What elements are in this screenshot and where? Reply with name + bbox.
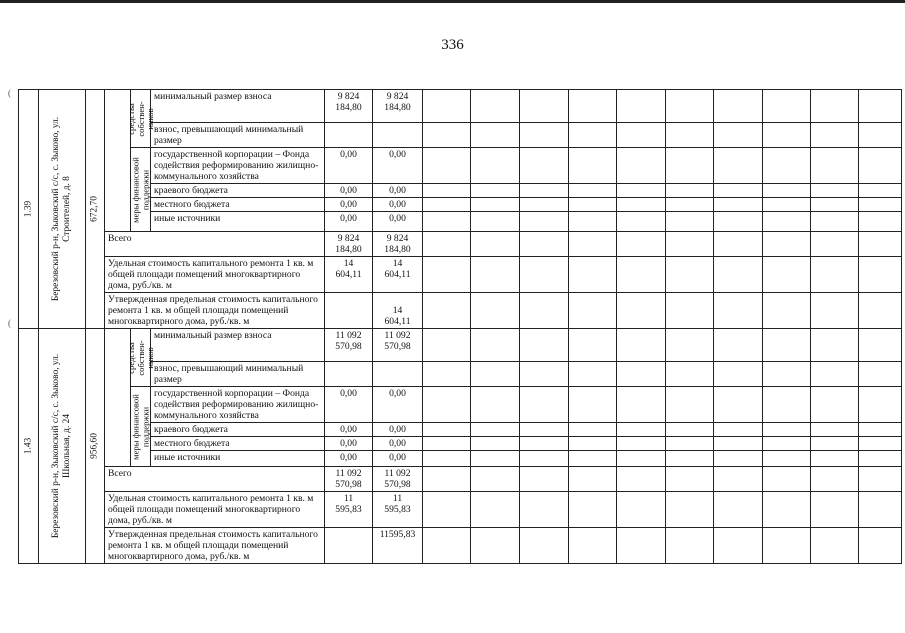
entry-index-cell [19, 90, 39, 329]
value-cell: 0,00 [325, 387, 373, 423]
entry-area-cell [86, 329, 105, 564]
margin-mark: ( [8, 318, 11, 328]
margin-mark: ( [8, 88, 11, 98]
group-own-funds: средства собствен-ников [125, 100, 155, 137]
row-label: краевого бюджета [151, 184, 325, 198]
entry-address: Березовский р-н, Зыковский с/с, с. Зыково, ул. Строителей, д. 8 [51, 116, 72, 302]
value-cell: 0,00 [325, 423, 373, 437]
group-support: меры финансовой поддержки [130, 393, 150, 460]
table-row [19, 198, 902, 212]
table-row [19, 293, 902, 329]
row-label: Утвержденная предельная стоимость капитального ремонта 1 кв. м общей площади помещений многоквартирного дома, руб./кв. м [105, 293, 325, 329]
entry-index: 1.39 [23, 200, 33, 218]
value-cell: 0,00 [325, 212, 373, 232]
value-cell: 14 604,11 [373, 257, 423, 293]
table-row [19, 387, 902, 423]
entry-area: 672,70 [89, 196, 100, 222]
value-cell: 11 092 570,98 [325, 329, 373, 362]
value-cell: 0,00 [325, 198, 373, 212]
value-cell: 9 824 184,80 [373, 232, 423, 257]
group-support-cell [131, 148, 151, 232]
value-cell: 0,00 [373, 184, 423, 198]
row-label: взнос, превышающий минимальный размер [151, 123, 325, 148]
value-cell: 0,00 [325, 184, 373, 198]
value-cell [373, 362, 423, 387]
value-cell: 11595,83 [373, 528, 423, 564]
value-cell: 11 595,83 [325, 492, 373, 528]
row-label: государственной корпорации – Фонда содействия реформированию жилищно-коммунального хозяйства [151, 387, 325, 423]
row-label: краевого бюджета [151, 423, 325, 437]
value-cell: 9 824 184,80 [325, 90, 373, 123]
value-cell: 0,00 [373, 437, 423, 451]
group-own-funds-cell [125, 329, 155, 387]
group-support-cell [131, 387, 151, 467]
row-label: государственной корпорации – Фонда содействия реформированию жилищно-коммунального хозяйства [151, 148, 325, 184]
value-cell: 0,00 [373, 423, 423, 437]
table-row [19, 148, 902, 184]
group-support: меры финансовой поддержки [130, 156, 150, 223]
value-cell [325, 123, 373, 148]
row-label: Всего [105, 232, 325, 257]
value-cell: 11 092 570,98 [373, 329, 423, 362]
entry-address-cell [39, 329, 86, 564]
value-cell: 14 604,11 [373, 293, 423, 329]
table-row [19, 451, 902, 467]
row-label: Утвержденная предельная стоимость капитального ремонта 1 кв. м общей площади помещений многоквартирного дома, руб./кв. м [105, 528, 325, 564]
table-row [19, 492, 902, 528]
row-label: Всего [105, 467, 325, 492]
row-label: взнос, превышающий минимальный размер [151, 362, 325, 387]
table-row [19, 257, 902, 293]
value-cell: 11 595,83 [373, 492, 423, 528]
row-label: местного бюджета [151, 437, 325, 451]
value-cell [325, 362, 373, 387]
table-row [19, 329, 902, 362]
table-row [19, 467, 902, 492]
row-label: местного бюджета [151, 198, 325, 212]
value-cell: 14 604,11 [325, 257, 373, 293]
row-label: иные источники [151, 212, 325, 232]
row-label: минимальный размер взноса [151, 90, 325, 123]
entry-area-cell [86, 90, 105, 329]
page-number: 336 [441, 37, 464, 53]
entry-index: 1.43 [23, 437, 33, 455]
table-row [19, 423, 902, 437]
table-row [19, 90, 902, 123]
row-label: иные источники [151, 451, 325, 467]
entry-index-cell [19, 329, 39, 564]
value-cell [373, 123, 423, 148]
group-own-funds: средства собствен-ников [125, 339, 155, 376]
capital-repair-table [18, 89, 902, 564]
entry-address: Березовский р-н, Зыковский с/с, с. Зыково, ул. Школьная, д. 24 [51, 353, 72, 539]
table-row [19, 212, 902, 232]
value-cell: 0,00 [325, 437, 373, 451]
value-cell: 0,00 [325, 148, 373, 184]
value-cell: 0,00 [373, 148, 423, 184]
table-row [19, 437, 902, 451]
value-cell [325, 293, 373, 329]
row-label: Удельная стоимость капитального ремонта 1 кв. м общей площади помещений многоквартирного дома, руб./кв. м [105, 257, 325, 293]
value-cell: 0,00 [373, 198, 423, 212]
table-row [19, 528, 902, 564]
entry-area: 956,60 [89, 433, 100, 459]
value-cell: 0,00 [325, 451, 373, 467]
scan-top-edge [0, 0, 905, 3]
group-own-funds-cell [125, 90, 155, 148]
table-row [19, 232, 902, 257]
value-cell: 11 092 570,98 [325, 467, 373, 492]
table-row [19, 184, 902, 198]
value-cell: 0,00 [373, 451, 423, 467]
row-label: Удельная стоимость капитального ремонта 1 кв. м общей площади помещений многоквартирного дома, руб./кв. м [105, 492, 325, 528]
value-cell: 9 824 184,80 [373, 90, 423, 123]
entry-address-cell [39, 90, 86, 329]
value-cell: 0,00 [373, 212, 423, 232]
value-cell: 11 092 570,98 [373, 467, 423, 492]
value-cell: 0,00 [373, 387, 423, 423]
value-cell [325, 528, 373, 564]
value-cell: 9 824 184,80 [325, 232, 373, 257]
row-label: минимальный размер взноса [151, 329, 325, 362]
